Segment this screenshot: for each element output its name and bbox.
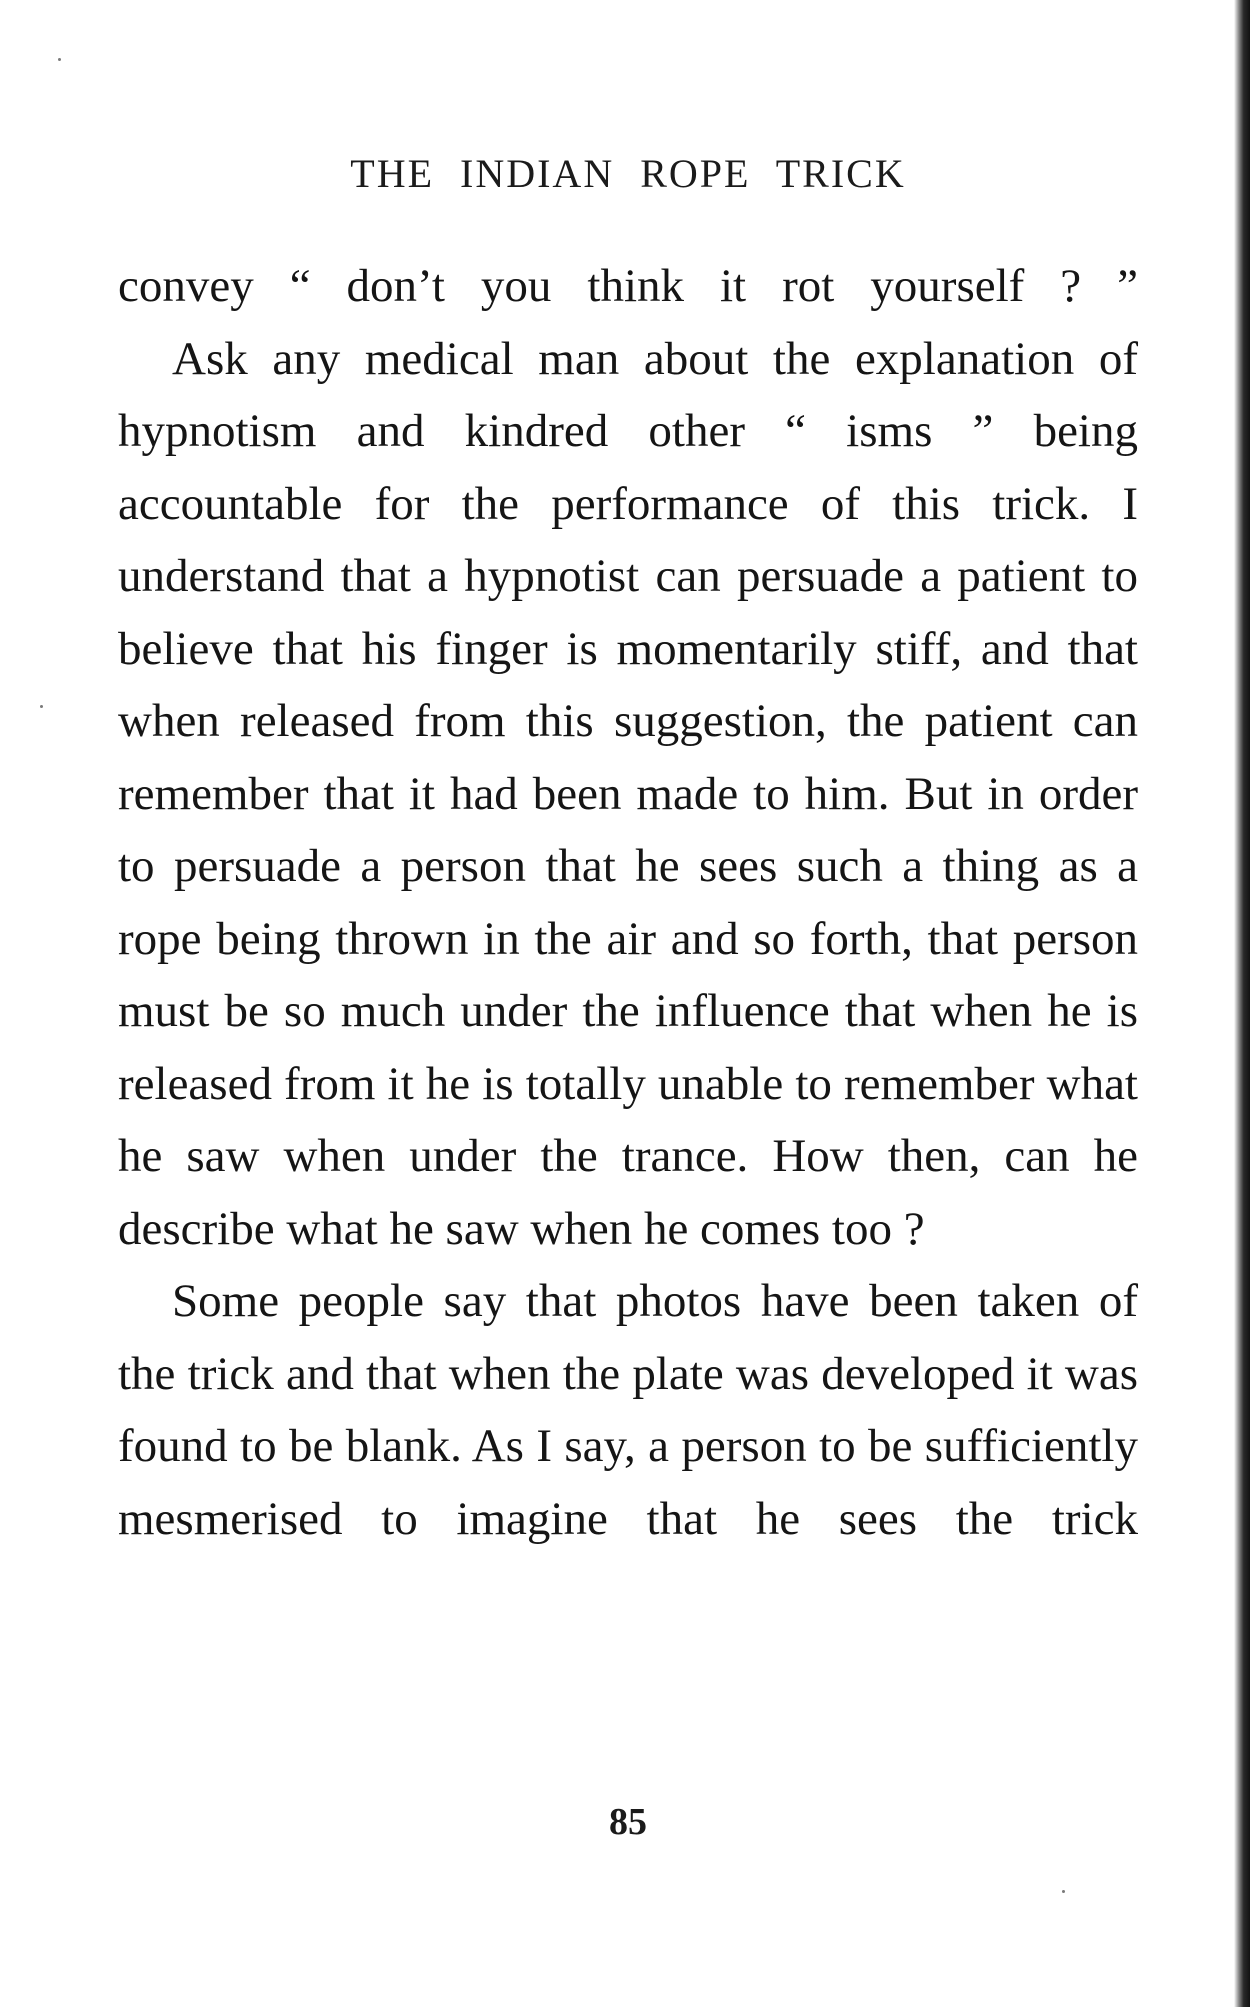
paper-speck xyxy=(1062,1890,1065,1893)
paper-speck xyxy=(58,58,61,61)
body-text xyxy=(118,250,1138,1555)
paper-speck xyxy=(40,705,43,708)
paragraph-continuation: convey “ don’t you think it rot yourself ? ” xyxy=(118,260,1138,312)
paragraph-photos: Some people say that photos have been taken of the trick and that when the plate was developed it was found to be blank. As I say, a person to be sufficiently mesmerised to imagine that he sees the trick xyxy=(118,1275,1138,1545)
page-number: 85 xyxy=(609,1801,647,1843)
running-head: THE INDIAN ROPE TRICK xyxy=(350,151,906,196)
page-edge-shadow xyxy=(1234,0,1250,2007)
paragraph-hypnotism: Ask any medical man about the explanation of hypnotism and kindred other “ isms ” being accountable for the performance of this trick. I understand that a hypnotist can persuade a patient to believe that his finger is momentarily stiff, and that when released from this suggestion, the patient can remember that it had been made to him. But in order to persuade a person that he sees such a thing as a rope being thrown in the air and so forth, that person must be so much under the influence that when he is released from it he is totally unable to remember what he saw when under the trance. How then, can he describe what he saw when he comes too ? xyxy=(118,332,1138,1255)
